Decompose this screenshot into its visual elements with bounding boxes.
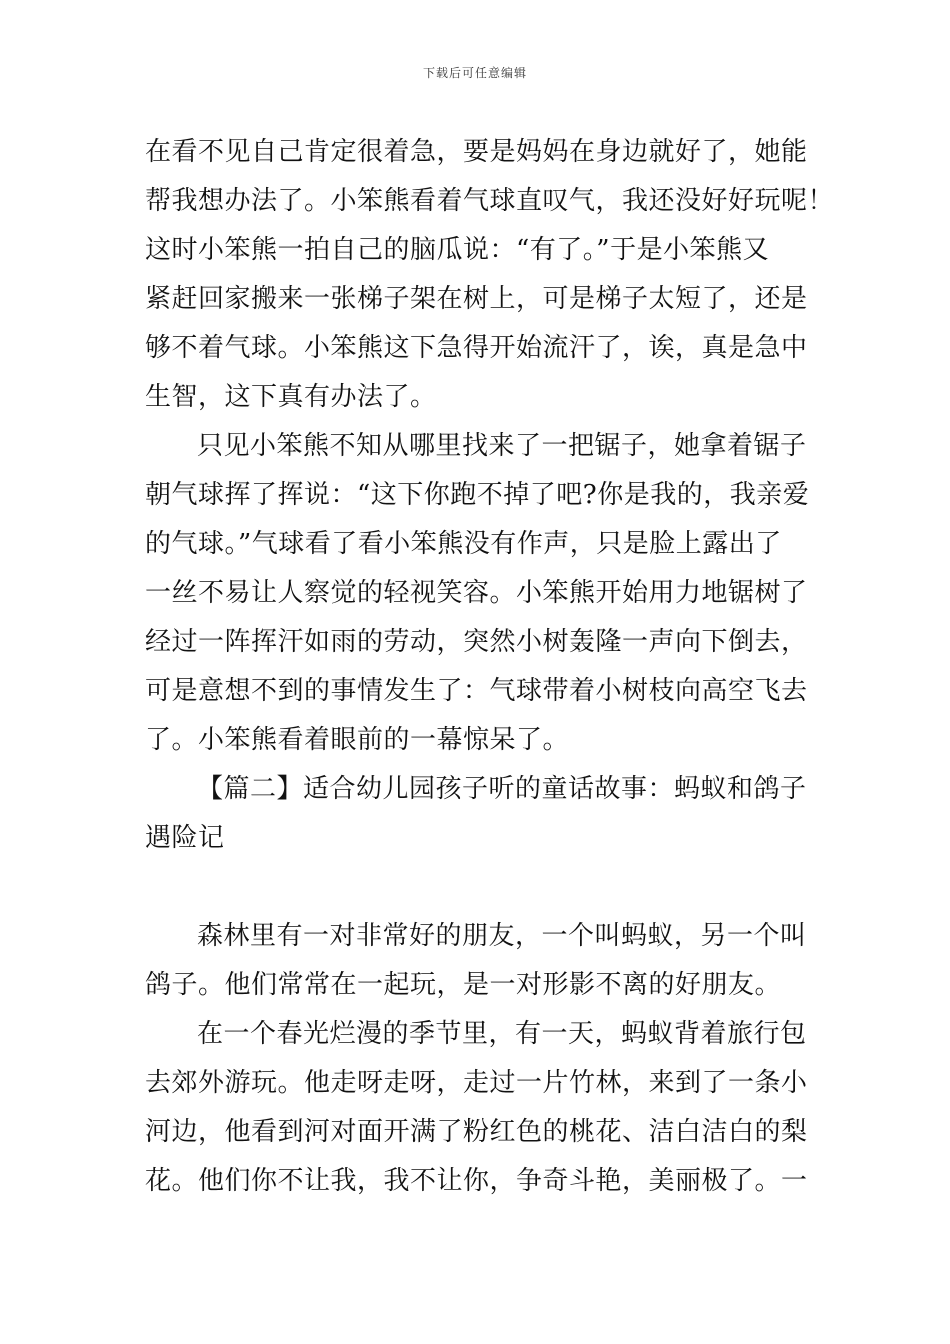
page-header-note: 下载后可任意编辑: [422, 66, 527, 80]
paragraph-line: 了。小笨熊看着眼前的一幕惊呆了。: [145, 725, 570, 755]
paragraph-line: 这时小笨熊一拍自己的脑瓜说：“有了。”于是小笨熊又: [145, 235, 770, 265]
paragraph-line: 够不着气球。小笨熊这下急得开始流汗了，诶，真是急中: [145, 333, 808, 363]
paragraph-line: 朝气球挥了挥说：“这下你跑不掉了吧?你是我的，我亲爱: [145, 480, 810, 510]
blank-line: [145, 863, 809, 912]
paragraph-line: 生智，这下真有办法了。: [145, 382, 437, 412]
paragraph-line: 在看不见自己肯定很着急，要是妈妈在身边就好了，她能: [145, 137, 808, 167]
paragraph-line: 只见小笨熊不知从哪里找来了一把锯子，她拿着锯子: [197, 431, 807, 461]
document-body: [145, 128, 835, 1206]
section-heading-continued: 遇险记: [145, 823, 225, 853]
paragraph-line: 的气球。”气球看了看小笨熊没有作声，只是脸上露出了: [145, 529, 782, 559]
paragraph-line: 紧赶回家搬来一张梯子架在树上，可是梯子太短了，还是: [145, 284, 808, 314]
paragraph-line: 可是意想不到的事情发生了：气球带着小树枝向高空飞去: [145, 676, 808, 706]
paragraph-line: 在一个春光烂漫的季节里，有一天，蚂蚁背着旅行包: [197, 1019, 807, 1049]
paragraph-line: 帮我想办法了。小笨熊看着气球直叹气，我还没好好玩呢！: [145, 186, 835, 216]
paragraph-line: 一丝不易让人察觉的轻视笑容。小笨熊开始用力地锯树了: [145, 578, 808, 608]
paragraph-line: 去郊外游玩。他走呀走呀，走过一片竹林，来到了一条小: [145, 1068, 808, 1098]
paragraph-line: 鸽子。他们常常在一起玩，是一对形影不离的好朋友。: [145, 970, 782, 1000]
paragraph-line: 森林里有一对非常好的朋友，一个叫蚂蚁，另一个叫: [197, 921, 807, 951]
paragraph-line: 花。他们你不让我，我不让你，争奇斗艳，美丽极了。一: [145, 1166, 808, 1196]
section-heading: 【篇二】适合幼儿园孩子听的童话故事：蚂蚁和鸽子: [197, 774, 807, 804]
paragraph-line: 河边，他看到河对面开满了粉红色的桃花、洁白洁白的梨: [145, 1117, 808, 1147]
paragraph-line: 经过一阵挥汗如雨的劳动，突然小树轰隆一声向下倒去，: [145, 627, 808, 657]
